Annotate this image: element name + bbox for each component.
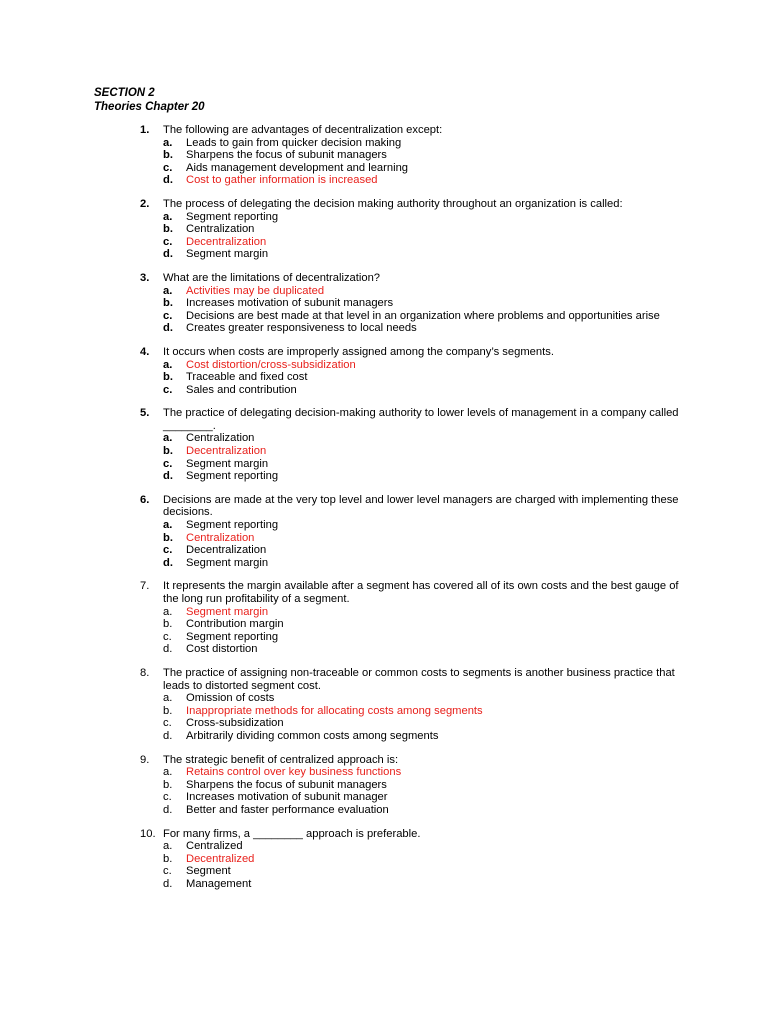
question-number: 6. <box>140 493 150 506</box>
answer-option <box>0 432 768 445</box>
option-letter: c. <box>163 717 172 730</box>
answer-option-correct <box>0 174 768 187</box>
option-text: Segment reporting <box>186 210 279 223</box>
question-list <box>0 124 768 901</box>
option-text: Decentralization <box>186 235 267 248</box>
answer-option <box>0 865 768 878</box>
answer-option-correct <box>0 853 768 866</box>
option-letter: b. <box>163 852 173 865</box>
option-letter: a. <box>163 519 173 532</box>
option-letter: d. <box>163 877 173 890</box>
option-text: Activities may be duplicated <box>186 284 325 297</box>
option-text: Traceable and fixed cost <box>186 371 308 384</box>
option-text: Segment margin <box>186 556 269 569</box>
option-text: Cost to gather information is increased <box>186 174 378 187</box>
answer-option <box>0 878 768 891</box>
option-letter: b. <box>163 778 173 791</box>
answer-option <box>0 162 768 175</box>
option-letter: b. <box>163 223 173 236</box>
option-text: Increases motivation of subunit manager <box>186 791 388 804</box>
option-text: Segment reporting <box>186 630 279 643</box>
question-text: The practice of delegating decision-making authority to lower levels of management in a company called ________. <box>163 407 679 432</box>
question-text: Decisions are made at the very top level and lower level managers are charged with implementing these decisions. <box>163 493 679 519</box>
option-text: Centralization <box>186 432 255 445</box>
answer-option <box>0 730 768 743</box>
option-letter: b. <box>163 618 173 631</box>
answer-option <box>0 458 768 471</box>
option-letter: c. <box>163 544 173 557</box>
answer-option <box>0 643 768 656</box>
option-letter: a. <box>163 136 173 149</box>
answer-option-correct <box>0 285 768 298</box>
option-letter: c. <box>163 457 173 470</box>
answer-option <box>0 137 768 150</box>
answer-option <box>0 779 768 792</box>
question-item <box>0 346 768 396</box>
option-letter: d. <box>163 729 173 742</box>
question-item <box>0 754 768 817</box>
option-text: Segment margin <box>186 248 269 261</box>
option-text: Segment <box>186 865 231 878</box>
option-letter: d. <box>163 803 173 816</box>
option-letter: a. <box>163 692 173 705</box>
option-letter: b. <box>163 704 173 717</box>
answer-option-correct <box>0 766 768 779</box>
option-text: Management <box>186 877 252 890</box>
option-letter: c. <box>163 630 172 643</box>
option-text: Decentralization <box>186 544 267 557</box>
answer-option <box>0 791 768 804</box>
answer-option-correct <box>0 445 768 458</box>
question-number: 1. <box>140 124 150 136</box>
question-number: 4. <box>140 345 150 358</box>
option-letter: a. <box>163 284 173 297</box>
option-text: Centralization <box>186 223 255 236</box>
option-letter: c. <box>163 383 173 396</box>
option-letter: a. <box>163 210 173 223</box>
question-text: The strategic benefit of centralized approach is: <box>163 753 399 766</box>
option-letter: c. <box>163 309 173 322</box>
question-number: 5. <box>140 407 150 420</box>
answer-option <box>0 717 768 730</box>
option-letter: a. <box>163 432 173 445</box>
question-text: For many firms, a ________ approach is preferable. <box>163 827 421 840</box>
section-header <box>94 86 205 114</box>
answer-option-correct <box>0 606 768 619</box>
question-stem <box>0 828 768 841</box>
option-letter: a. <box>163 605 173 618</box>
option-text: Sharpens the focus of subunit managers <box>186 778 387 791</box>
question-text: It occurs when costs are improperly assigned among the company’s segments. <box>163 345 554 358</box>
option-text: Centralization <box>186 531 255 544</box>
question-item <box>0 494 768 570</box>
question-stem <box>0 580 768 605</box>
answer-option <box>0 557 768 570</box>
option-text: Decisions are best made at that level in an organization where problems and opportunities arise <box>186 309 660 322</box>
question-text: It represents the margin available after a segment has covered all of its own costs and the best gauge of the long run profitability of a segment. <box>163 580 679 605</box>
question-item <box>0 667 768 743</box>
answer-option <box>0 618 768 631</box>
question-item <box>0 828 768 891</box>
option-text: Cost distortion/cross-subsidization <box>186 358 356 371</box>
option-text: Omission of costs <box>186 692 275 705</box>
question-item <box>0 580 768 656</box>
question-stem <box>0 272 768 285</box>
question-item <box>0 198 768 261</box>
option-letter: b. <box>163 371 173 384</box>
answer-option-correct <box>0 359 768 372</box>
option-text: Segment margin <box>186 457 269 470</box>
option-letter: b. <box>163 531 173 544</box>
option-text: Contribution margin <box>186 618 284 631</box>
option-text: Better and faster performance evaluation <box>186 803 389 816</box>
option-letter: a. <box>163 766 173 779</box>
answer-option <box>0 384 768 397</box>
option-letter: d. <box>163 322 173 335</box>
option-letter: a. <box>163 840 173 853</box>
option-letter: d. <box>163 248 173 261</box>
option-letter: c. <box>163 235 173 248</box>
option-text: Aids management development and learning <box>186 161 409 174</box>
option-text: Sales and contribution <box>186 383 297 396</box>
question-stem <box>0 198 768 211</box>
option-text: Centralized <box>186 840 243 853</box>
option-text: Retains control over key business functions <box>186 766 402 779</box>
question-item <box>0 407 768 483</box>
option-letter: b. <box>163 297 173 310</box>
answer-option <box>0 692 768 705</box>
option-text: Decentralized <box>186 852 255 865</box>
option-letter: a. <box>163 358 173 371</box>
option-letter: c. <box>163 161 173 174</box>
answer-option <box>0 149 768 162</box>
question-number: 9. <box>140 753 150 766</box>
answer-option <box>0 371 768 384</box>
option-letter: c. <box>163 865 172 878</box>
option-letter: b. <box>163 445 173 458</box>
chapter-subtitle: Theories Chapter 20 <box>94 101 205 113</box>
question-stem <box>0 667 768 692</box>
option-text: Segment reporting <box>186 470 279 483</box>
answer-option <box>0 470 768 483</box>
question-text: The following are advantages of decentralization except: <box>163 124 443 136</box>
answer-option <box>0 840 768 853</box>
section-title: SECTION 2 <box>94 87 155 99</box>
question-number: 8. <box>140 666 150 679</box>
question-stem <box>0 124 768 137</box>
answer-option-correct <box>0 236 768 249</box>
question-number: 3. <box>140 271 150 284</box>
option-letter: d. <box>163 643 173 656</box>
question-number: 10. <box>140 827 156 840</box>
option-text: Cross-subsidization <box>186 717 284 730</box>
answer-option <box>0 804 768 817</box>
option-text: Decentralization <box>186 445 267 458</box>
question-stem <box>0 494 768 519</box>
answer-option <box>0 223 768 236</box>
option-text: Arbitrarily dividing common costs among segments <box>186 729 439 742</box>
question-stem <box>0 346 768 359</box>
option-text: Leads to gain from quicker decision making <box>186 136 402 149</box>
answer-option <box>0 211 768 224</box>
option-letter: b. <box>163 149 173 162</box>
answer-option <box>0 519 768 532</box>
option-text: Inappropriate methods for allocating costs among segments <box>186 704 483 717</box>
question-number: 7. <box>140 580 150 593</box>
answer-option <box>0 322 768 335</box>
option-letter: d. <box>163 470 173 483</box>
question-item <box>0 272 768 335</box>
answer-option-correct <box>0 705 768 718</box>
answer-option <box>0 544 768 557</box>
answer-option <box>0 310 768 323</box>
option-text: Cost distortion <box>186 643 258 656</box>
question-text: The practice of assigning non-traceable or common costs to segments is another business practice that leads to distorted segment cost. <box>163 666 675 692</box>
option-text: Increases motivation of subunit managers <box>186 297 394 310</box>
question-number: 2. <box>140 197 150 210</box>
option-text: Sharpens the focus of subunit managers <box>186 149 387 162</box>
option-text: Segment reporting <box>186 519 279 532</box>
option-letter: d. <box>163 556 173 569</box>
answer-option <box>0 297 768 310</box>
question-item <box>0 124 768 187</box>
question-stem <box>0 407 768 432</box>
option-letter: d. <box>163 174 173 187</box>
option-letter: c. <box>163 791 172 804</box>
question-stem <box>0 754 768 767</box>
answer-option <box>0 631 768 644</box>
question-text: The process of delegating the decision making authority throughout an organization is called: <box>163 197 623 210</box>
answer-option <box>0 248 768 261</box>
question-text: What are the limitations of decentralization? <box>163 271 381 284</box>
option-text: Creates greater responsiveness to local needs <box>186 322 417 335</box>
answer-option-correct <box>0 532 768 545</box>
option-text: Segment margin <box>186 605 269 618</box>
